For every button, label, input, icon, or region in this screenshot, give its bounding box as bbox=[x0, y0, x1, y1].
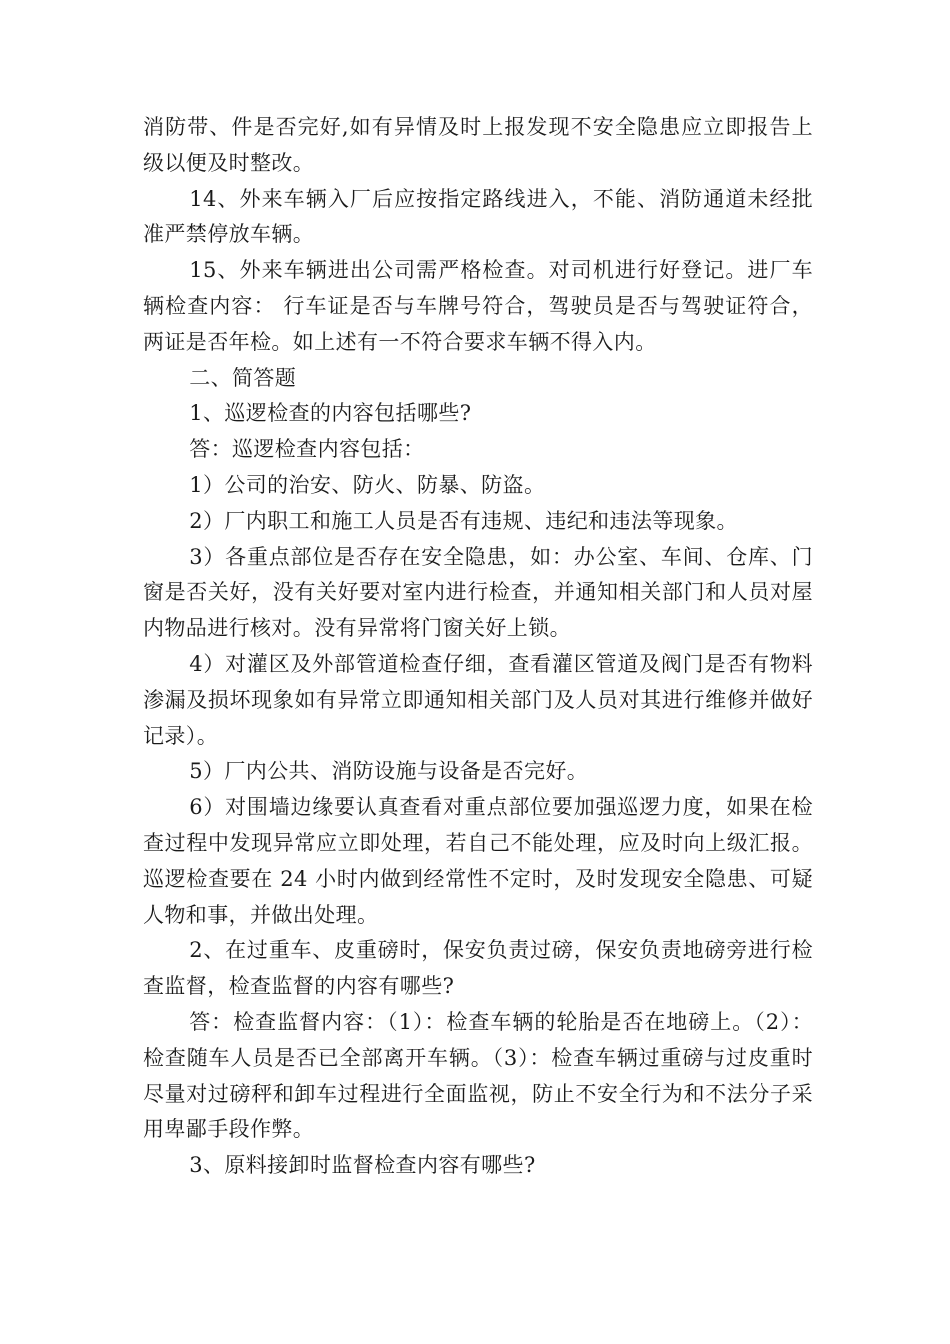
question-2: 2、在过重车、皮重磅时，保安负责过磅，保安负责地磅旁进行检查监督，检查监督的内容有哪些? bbox=[143, 938, 813, 999]
answer-1-point-3: 3）各重点部位是否存在安全隐患，如：办公室、车间、仓库、门窗是否关好，没有关好要对室内进行检查，并通知相关部门和人员对屋内物品进行核对。没有异常将门窗关好上锁。 bbox=[143, 544, 813, 641]
answer-2: 答：检查监督内容：（1）：检查车辆的轮胎是否在地磅上。（2）：检查随车人员是否已全部离开车辆。（3）：检查车辆过重磅与过皮重时尽量对过磅秤和卸车过程进行全面监视，防止不安全行为和不法分子采用卑鄙手段作弊。 bbox=[143, 1009, 813, 1142]
paragraph-item-15: 15、外来车辆进出公司需严格检查。对司机进行好登记。进厂车辆检查内容： 行车证是否与车牌号符合，驾驶员是否与驾驶证符合，两证是否年检。如上述有一不符合要求车辆不得入内。 bbox=[143, 258, 813, 354]
document-body bbox=[143, 110, 813, 1184]
section-heading: 二、简答题 bbox=[189, 365, 297, 390]
answer-1-point-2: 2）厂内职工和施工人员是否有违规、违纪和违法等现象。 bbox=[189, 508, 738, 533]
answer-1-point-4: 4）对灌区及外部管道检查仔细，查看灌区管道及阀门是否有物料渗漏及损坏现象如有异常立即通知相关部门及人员对其进行维修并做好记录）。 bbox=[143, 651, 813, 748]
answer-1-point-6: 6）对围墙边缘要认真查看对重点部位要加强巡逻力度，如果在检查过程中发现异常应立即处理，若自己不能处理，应及时向上级汇报。巡逻检查要在 24 小时内做到经常性不定时，及时发现安全隐患、可疑人物和事，并做出处理。 bbox=[143, 795, 813, 927]
paragraph-item-14: 14、外来车辆入厂后应按指定路线进入，不能、消防通道未经批准严禁停放车辆。 bbox=[143, 186, 813, 247]
answer-1-intro: 答：巡逻检查内容包括： bbox=[189, 437, 425, 462]
answer-1-point-5: 5）厂内公共、消防设施与设备是否完好。 bbox=[189, 759, 589, 784]
answer-1-point-1: 1）公司的治安、防火、防暴、防盗。 bbox=[189, 472, 546, 497]
question-3: 3、原料接卸时监督检查内容有哪些? bbox=[189, 1153, 536, 1178]
question-1: 1、巡逻检查的内容包括哪些? bbox=[189, 401, 472, 426]
paragraph-continued: 消防带、件是否完好,如有异情及时上报发现不安全隐患应立即报告上级以便及时整改。 bbox=[143, 115, 813, 175]
